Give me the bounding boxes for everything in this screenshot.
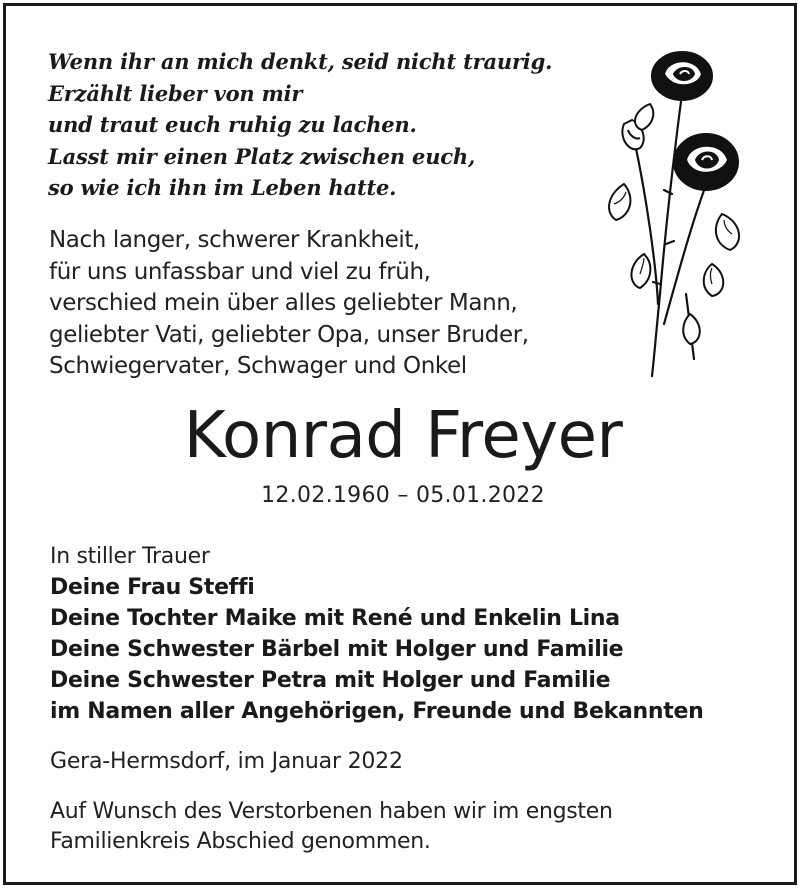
mourner-line: im Namen aller Angehörigen, Freunde und Bekannten	[50, 699, 704, 724]
intro-line: für uns unfassbar und viel zu früh,	[49, 258, 431, 285]
roses-icon	[594, 44, 744, 384]
intro-text	[49, 225, 529, 383]
mourner-line: Deine Frau Steffi	[50, 575, 255, 600]
mourning-lead: In stiller Trauer	[50, 544, 210, 569]
poem-line: Lasst mir einen Platz zwischen euch,	[48, 143, 476, 169]
poem-line: und traut euch ruhig zu lachen.	[48, 112, 417, 137]
poem-line: Erzählt lieber von mir	[48, 80, 303, 106]
poem-line: so wie ich ihn im Leben hatte.	[48, 175, 397, 200]
poem	[48, 46, 552, 204]
mourners-list	[50, 541, 703, 727]
intro-line: Schwiegervater, Schwager und Onkel	[49, 353, 467, 379]
note-line: Familienkreis Abschied genommen.	[50, 829, 431, 854]
mourner-line: Deine Schwester Bärbel mit Holger und Familie	[50, 637, 624, 662]
closing-note	[50, 797, 613, 857]
mourner-line: Deine Tochter Maike mit René und Enkelin Lina	[50, 606, 620, 631]
place-date: Gera-Hermsdorf, im Januar 2022	[50, 749, 403, 774]
deceased-name: Konrad Freyer	[183, 399, 623, 473]
note-line: Auf Wunsch des Verstorbenen haben wir im engsten	[50, 799, 613, 824]
life-dates: 12.02.1960 – 05.01.2022	[261, 483, 545, 508]
intro-line: verschied mein über alles geliebter Mann,	[49, 290, 518, 316]
mourner-line: Deine Schwester Petra mit Holger und Familie	[50, 668, 611, 693]
intro-line: geliebter Vati, geliebter Opa, unser Bruder,	[49, 321, 529, 348]
obituary-frame	[3, 3, 797, 885]
intro-line: Nach langer, schwerer Krankheit,	[49, 227, 420, 253]
poem-line: Wenn ihr an mich denkt, seid nicht traurig.	[48, 49, 553, 74]
